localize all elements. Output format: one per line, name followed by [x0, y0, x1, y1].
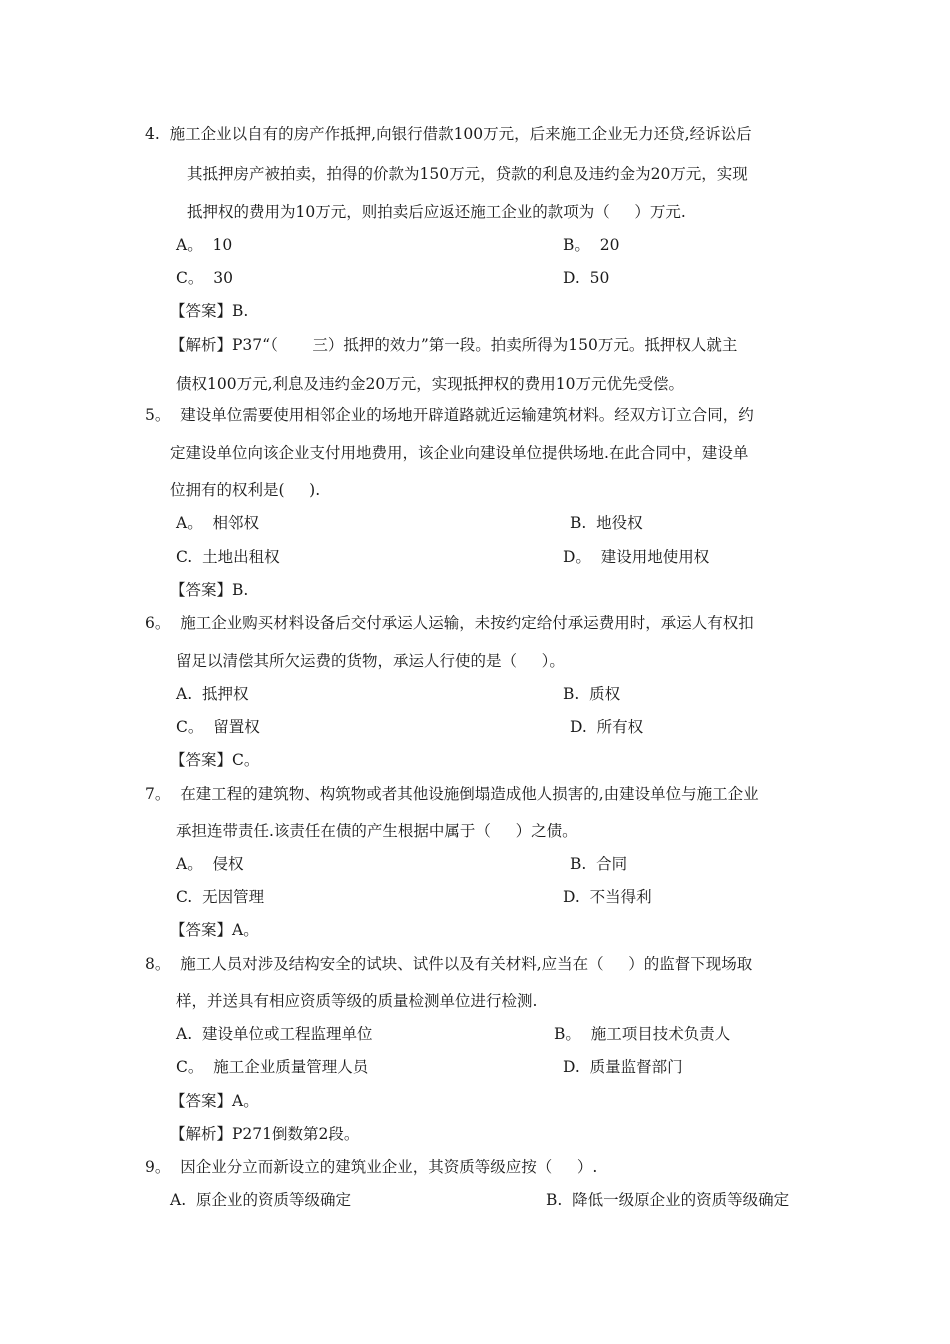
q8-stem-line2: 样，并送具有相应资质等级的质量检测单位进行检测.	[176, 992, 538, 1010]
q4-analysis-line2: 债权100万元,利息及违约金20万元，实现抵押权的费用10万元优先受偿。	[176, 375, 684, 393]
q8-stem-line1: 8。 施工人员对涉及结构安全的试块、试件以及有关材料,应当在（ ）的监督下现场取	[145, 955, 753, 973]
q6-option-d: D. 所有权	[570, 718, 644, 736]
q9-stem-line1: 9。 因企业分立而新设立的建筑业企业，其资质等级应按（ ）.	[145, 1158, 598, 1176]
q7-stem-line1: 7。 在建工程的建筑物、构筑物或者其他设施倒塌造成他人损害的,由建设单位与施工企业	[145, 785, 759, 803]
q7-option-d: D. 不当得利	[563, 888, 652, 906]
q6-option-c: C。 留置权	[176, 718, 260, 736]
q9-option-a: A. 原企业的资质等级确定	[170, 1191, 351, 1209]
q4-analysis-line1: 【解析】P37“（ 三）抵押的效力”第一段。拍卖所得为150万元。抵押权人就主	[170, 336, 738, 354]
q4-option-c: C。 30	[176, 269, 233, 287]
q5-option-d: D。 建设用地使用权	[563, 548, 710, 566]
q6-option-b: B. 质权	[563, 685, 621, 703]
q5-option-a: A。 相邻权	[176, 514, 260, 532]
q4-answer: 【答案】B.	[170, 302, 249, 320]
q6-stem-line2: 留足以清偿其所欠运费的货物，承运人行使的是（ ）。	[176, 652, 565, 670]
q7-stem-line2: 承担连带责任.该责任在债的产生根据中属于（ ）之债。	[176, 822, 578, 840]
q5-option-b: B. 地役权	[570, 514, 643, 532]
q5-stem-line1: 5。 建设单位需要使用相邻企业的场地开辟道路就近运输建筑材料。经双方订立合同，约	[145, 406, 754, 424]
q6-answer: 【答案】C。	[170, 751, 260, 769]
q5-stem-line2: 定建设单位向该企业支付用地费用，该企业向建设单位提供场地.在此合同中，建设单	[170, 444, 749, 462]
q7-option-a: A。 侵权	[176, 855, 244, 873]
q8-answer: 【答案】A。	[170, 1092, 259, 1110]
q5-option-c: C. 土地出租权	[176, 548, 280, 566]
q8-option-d: D. 质量监督部门	[563, 1058, 683, 1076]
q7-option-c: C. 无因管理	[176, 888, 265, 906]
q4-option-d: D. 50	[563, 269, 610, 287]
q6-stem-line1: 6。 施工企业购买材料设备后交付承运人运输，未按约定给付承运费用时，承运人有权扣	[145, 614, 754, 632]
q9-option-b: B. 降低一级原企业的资质等级确定	[546, 1191, 790, 1209]
q4-option-a: A。 10	[176, 236, 233, 254]
q4-stem-line1: 4. 施工企业以自有的房产作抵押,向银行借款100万元，后来施工企业无力还贷,经诉讼后	[145, 125, 752, 143]
q4-stem-line2: 其抵押房产被拍卖，拍得的价款为150万元，贷款的利息及违约金为20万元，实现	[187, 165, 748, 183]
q4-option-b: B。 20	[563, 236, 620, 254]
q4-stem-line3: 抵押权的费用为10万元，则拍卖后应返还施工企业的款项为（ ）万元.	[187, 203, 686, 221]
q7-answer: 【答案】A。	[170, 921, 259, 939]
q8-analysis: 【解析】P271倒数第2段。	[170, 1125, 360, 1143]
q8-option-a: A. 建设单位或工程监理单位	[176, 1025, 373, 1043]
q6-option-a: A. 抵押权	[176, 685, 249, 703]
q5-answer: 【答案】B.	[170, 581, 249, 599]
q7-option-b: B. 合同	[570, 855, 628, 873]
q8-option-b: B。 施工项目技术负责人	[554, 1025, 731, 1043]
q8-option-c: C。 施工企业质量管理人员	[176, 1058, 369, 1076]
q5-stem-line3: 位拥有的权利是( ).	[170, 481, 321, 499]
